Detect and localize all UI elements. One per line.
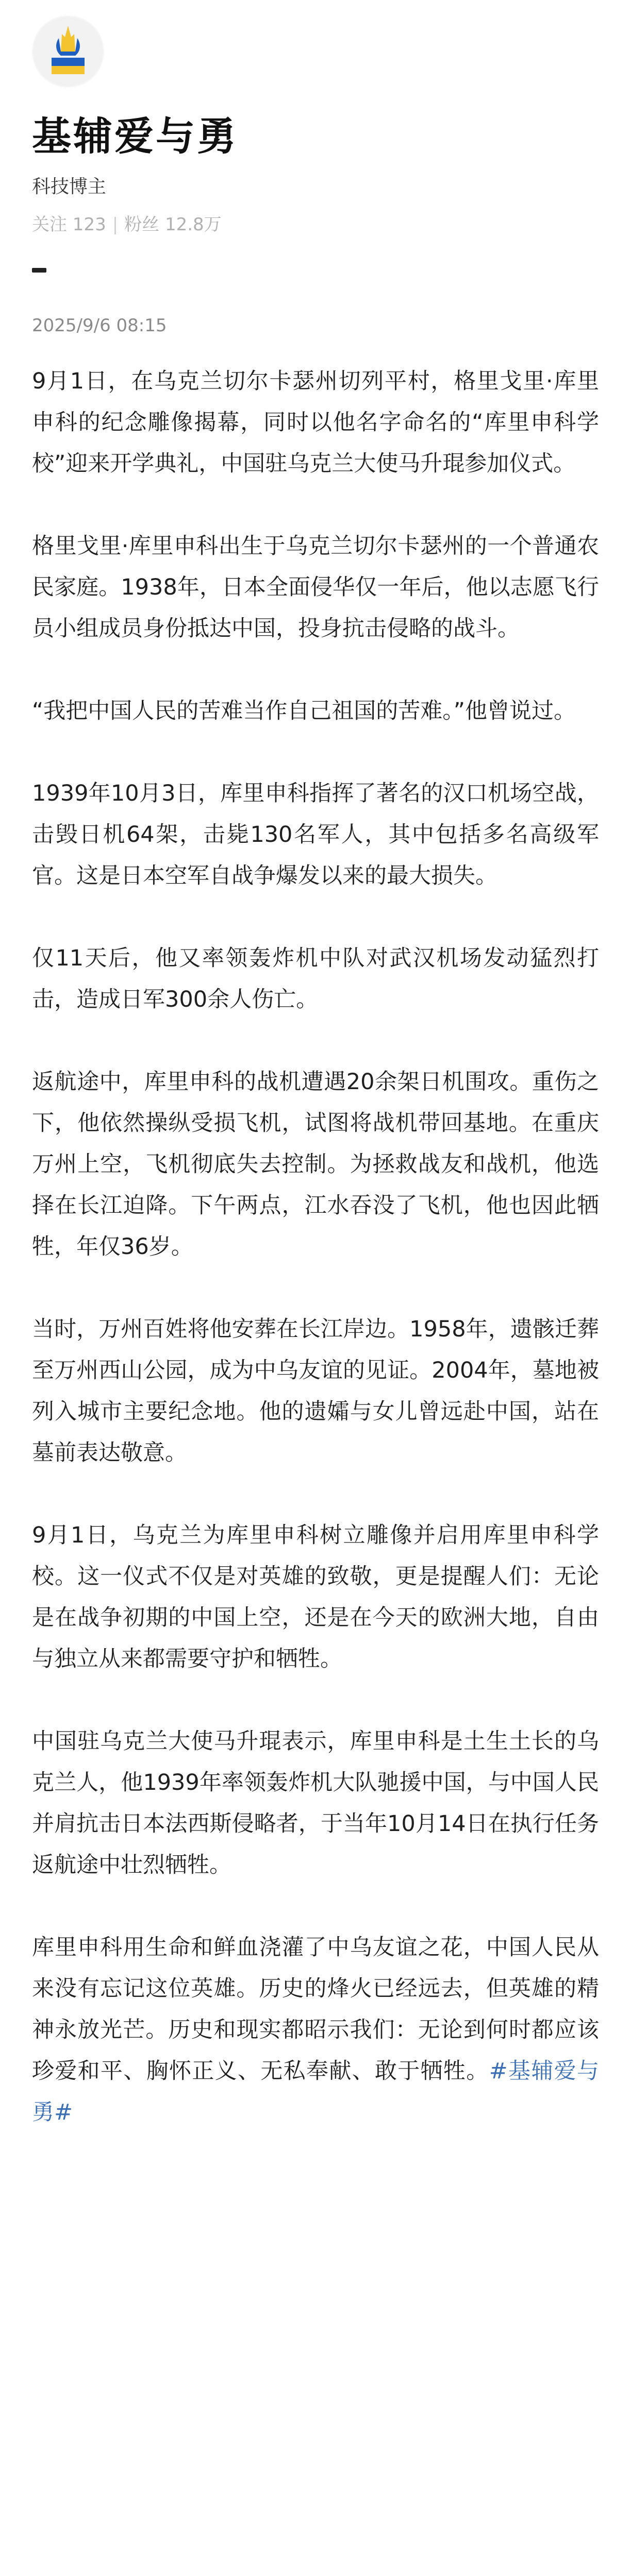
page-title: 基辅爱与勇 <box>32 113 238 159</box>
paragraph: 1939年10月3日，库里申科指挥了著名的汉口机场空战，击毁日机64架，击毙130名军人，其中包括多名高级军官。这是日本空军自战争爆发以来的最大损失。 <box>32 781 599 889</box>
paragraph-with-hashtag <box>32 1927 599 2133</box>
title-divider <box>32 268 46 273</box>
paragraph: “我把中国人民的苦难当作自己祖国的苦难。”他曾说过。 <box>32 698 576 724</box>
hashtag-link[interactable]: #基辅爱与勇# <box>32 2058 599 2125</box>
article-body <box>32 361 599 2174</box>
paragraph: 中国驻乌克兰大使马升琨表示，库里申科是土生土长的乌克兰人，他1939年率领轰炸机大队驰援中国，与中国人民并肩抗击日本法西斯侵略者，于当年10月14日在执行任务返航途中壮烈牺牲。 <box>32 1728 599 1878</box>
avatar[interactable] <box>32 15 104 88</box>
paragraph: 9月1日，在乌克兰切尔卡瑟州切列平村，格里戈里·库里申科的纪念雕像揭幕，同时以他名字命名的“库里申科学校”迎来开学典礼，中国驻乌克兰大使马升琨参加仪式。 <box>32 368 599 477</box>
followers-count: 关注 123 <box>32 214 106 235</box>
post-date: 2025/9/6 08:15 <box>32 315 167 336</box>
paragraph-text: 库里申科用生命和鲜血浇灌了中乌友谊之花，中国人民从来没有忘记这位英雄。历史的烽火已经远去，但英雄的精神永放光芒。历史和现实都昭示我们：无论到何时都应该珍爱和平、胸怀正义、无私奉献、敢于牺牲。 <box>32 1935 599 2084</box>
paragraph: 9月1日，乌克兰为库里申科树立雕像并启用库里申科学校。这一仪式不仅是对英雄的致敬，更是提醒人们：无论是在战争初期的中国上空，还是在今天的欧洲大地，自由与独立从来都需要守护和牺牲。 <box>32 1522 599 1672</box>
trident-flag-logo-icon <box>32 15 104 88</box>
paragraph: 返航途中，库里申科的战机遭遇20余架日机围攻。重伤之下，他依然操纵受损飞机，试图将战机带回基地。在重庆万州上空，飞机彻底失去控制。为拯救战友和战机，他选择在长江迫降。下午两点，江水吞没了飞机，他也因此牺牲，年仅36岁。 <box>32 1069 599 1260</box>
paragraph: 当时，万州百姓将他安葬在长江岸边。1958年，遗骸迁葬至万州西山公园，成为中乌友谊的见证。2004年，墓地被列入城市主要纪念地。他的遗孀与女儿曾远赴中国，站在墓前表达敬意。 <box>32 1316 599 1466</box>
fans-count: 粉丝 12.8万 <box>124 214 222 235</box>
paragraph: 仅11天后，他又率领轰炸机中队对武汉机场发动猛烈打击，造成日军300余人伤亡。 <box>32 945 599 1012</box>
paragraph: 格里戈里·库里申科出生于乌克兰切尔卡瑟州的一个普通农民家庭。1938年，日本全面侵华仅一年后，他以志愿飞行员小组成员身份抵达中国，投身抗击侵略的战斗。 <box>32 533 599 641</box>
author-name[interactable]: 科技博主 <box>32 176 107 197</box>
author-stats: 关注 123 | 粉丝 12.8万 <box>32 214 222 235</box>
